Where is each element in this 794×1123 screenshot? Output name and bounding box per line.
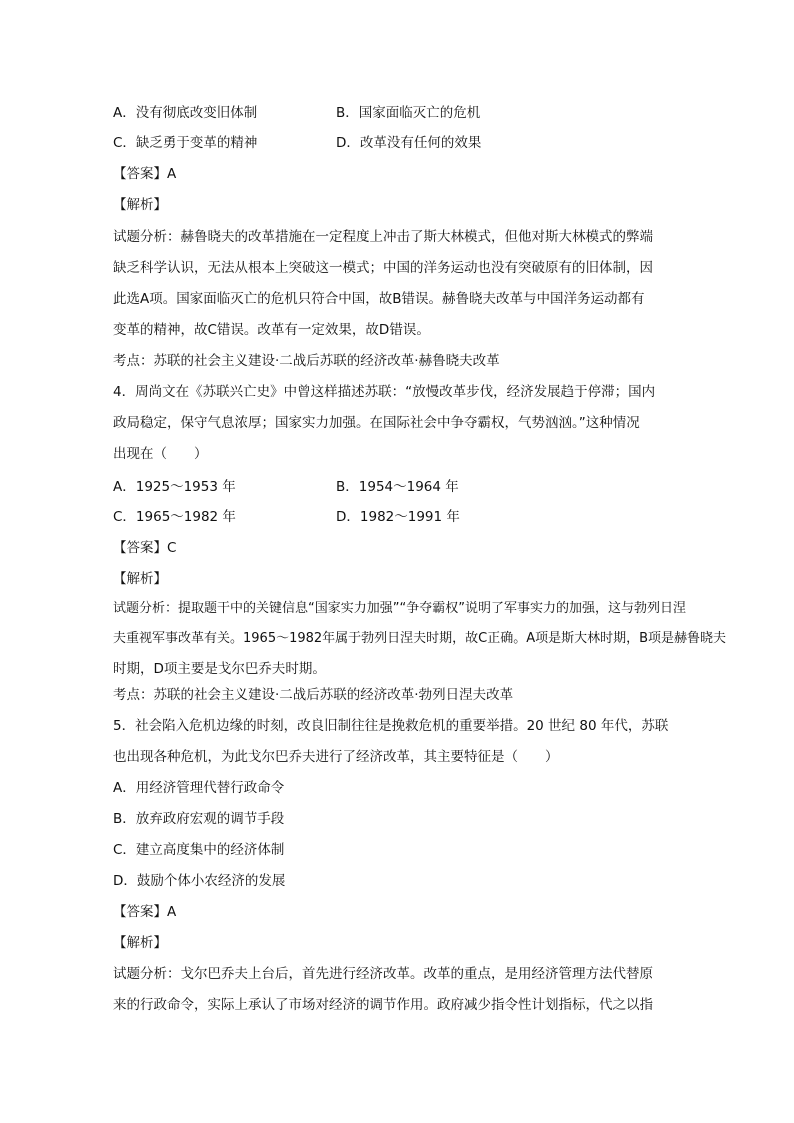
q5-option-d: D．鼓励个体小农经济的发展 xyxy=(113,873,286,889)
q4-option-a: A．1925～1953 年 xyxy=(113,479,236,495)
q3-point: 考点：苏联的社会主义建设·二战后苏联的经济改革·赫鲁晓夫改革 xyxy=(113,353,500,369)
q3-option-a: A．没有彻底改变旧体制 xyxy=(113,105,258,121)
q5-stem-line-2: 也出现各种危机，为此戈尔巴乔夫进行了经济改革，其主要特征是（ ） xyxy=(113,749,559,765)
q3-option-b: B．国家面临灭亡的危机 xyxy=(336,105,481,121)
q5-stem-line-1: 5．社会陷入危机边缘的时刻，改良旧制往往是挽救危机的重要举措。20 世纪 80 年代，苏联 xyxy=(113,718,669,734)
q5-option-a: A．用经济管理代替行政命令 xyxy=(113,780,285,796)
q3-analysis-line-4: 变革的精神，故C错误。改革有一定效果，故D错误。 xyxy=(113,322,430,338)
q5-analysis-line-2: 来的行政命令，实际上承认了市场对经济的调节作用。政府减少指令性计划指标，代之以指 xyxy=(113,997,653,1013)
q3-analysis-label: 【解析】 xyxy=(113,197,167,213)
q5-analysis-label: 【解析】 xyxy=(113,935,167,951)
q3-analysis-line-1: 试题分析：赫鲁晓夫的改革措施在一定程度上冲击了斯大林模式，但他对斯大林模式的弊端 xyxy=(113,229,653,245)
q5-answer: 【答案】A xyxy=(113,904,177,920)
q4-analysis-line-1: 试题分析：提取题干中的关键信息“国家实力加强”“争夺霸权”说明了军事实力的加强，这与勃列日涅 xyxy=(113,601,686,616)
q3-analysis-line-3: 此选A项。国家面临灭亡的危机只符合中国，故B错误。赫鲁晓夫改革与中国洋务运动都有 xyxy=(113,291,645,307)
q4-point: 考点：苏联的社会主义建设·二战后苏联的经济改革·勃列日涅夫改革 xyxy=(113,687,514,703)
q4-option-b: B．1954～1964 年 xyxy=(336,479,459,495)
q4-analysis-label: 【解析】 xyxy=(113,571,167,587)
q4-stem-line-2: 政局稳定，保守气息浓厚；国家实力加强。在国际社会中争夺霸权，气势汹汹。”这种情况 xyxy=(113,415,640,431)
q4-stem-line-3: 出现在（ ） xyxy=(113,446,208,462)
q4-analysis-line-3: 时期，D项主要是戈尔巴乔夫时期。 xyxy=(113,661,326,677)
q4-option-d: D．1982～1991 年 xyxy=(336,509,460,525)
q4-analysis-line-2: 夫重视军事改革有关。1965～1982年属于勃列日涅夫时期，故C正确。A项是斯大林时期，B项是赫鲁晓夫 xyxy=(113,631,727,646)
q3-answer: 【答案】A xyxy=(113,166,177,182)
q3-option-d: D．改革没有任何的效果 xyxy=(336,135,482,151)
q5-option-b: B．放弃政府宏观的调节手段 xyxy=(113,811,285,827)
q4-stem-line-1: 4．周尚文在《苏联兴亡史》中曾这样描述苏联：“放慢改革步伐，经济发展趋于停滞；国内 xyxy=(113,384,656,400)
q4-option-c: C．1965～1982 年 xyxy=(113,509,236,525)
q5-option-c: C．建立高度集中的经济体制 xyxy=(113,842,285,858)
q4-answer: 【答案】C xyxy=(113,540,177,556)
q5-analysis-line-1: 试题分析：戈尔巴乔夫上台后，首先进行经济改革。改革的重点，是用经济管理方法代替原 xyxy=(113,966,653,982)
q3-analysis-line-2: 缺乏科学认识，无法从根本上突破这一模式；中国的洋务运动也没有突破原有的旧体制，因 xyxy=(113,260,653,276)
q3-option-c: C．缺乏勇于变革的精神 xyxy=(113,135,258,151)
